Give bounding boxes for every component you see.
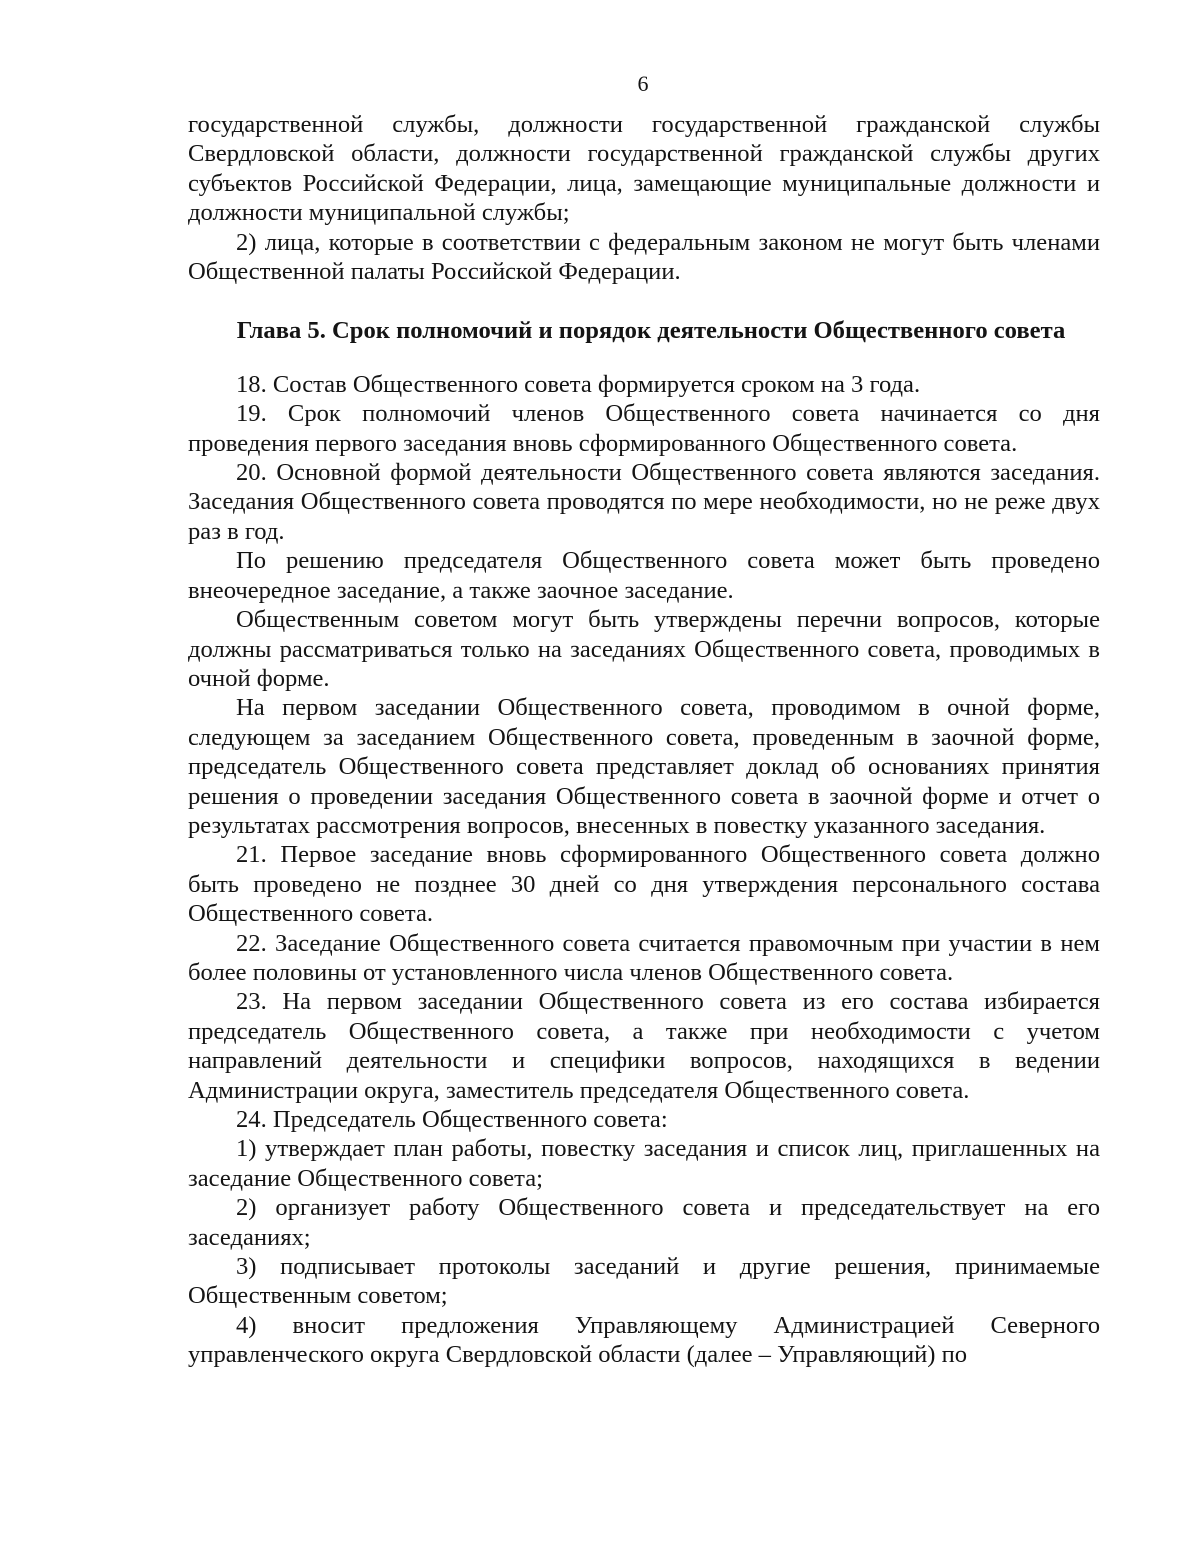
paragraph-19: 19. Срок полномочий членов Общественного совета начинается со дня проведения первого заседания вновь сформированного Общественного совета. xyxy=(188,400,1100,457)
page-number: 6 xyxy=(637,71,649,96)
paragraph-22: 22. Заседание Общественного совета считается правомочным при участии в нем более половины от установленного числа членов Общественного совета. xyxy=(188,929,1100,986)
paragraph-24-item-3: 3) подписывает протоколы заседаний и другие решения, принимаемые Общественным советом; xyxy=(188,1253,1100,1310)
lead-paragraph: государственной службы, должности государственной гражданской службы Свердловской области, должности государственной гражданской службы других субъектов Российской Федерации, лица, замещающие муниципальные должности и должности муниципальной службы; xyxy=(188,111,1100,227)
paragraph-23: 23. На первом заседании Общественного совета из его состава избирается председатель Общественного совета, а также при необходимости с учетом направлений деятельности и специфики вопросов, находящихся в ведении Администрации округа, заместитель председателя Общественного совета. xyxy=(188,988,1100,1104)
paragraph-24-item-4: 4) вносит предложения Управляющему Администрацией Северного управленческого округа Свердловской области (далее – Управляющий) по xyxy=(188,1311,1100,1369)
list-item-2-ineligible: 2) лица, которые в соответствии с федеральным законом не могут быть членами Общественной палаты Российской Федерации. xyxy=(188,228,1100,286)
paragraph-24-item-2: 2) организует работу Общественного совета и председательствует на его заседаниях; xyxy=(188,1194,1100,1251)
paragraph-18: 18. Состав Общественного совета формируется сроком на 3 года. xyxy=(236,370,921,398)
paragraph-20: 20. Основной формой деятельности Общественного совета являются заседания. Заседания Общественного совета проводятся по мере необходимости, но не реже двух раз в год. xyxy=(188,459,1100,545)
paragraph-21: 21. Первое заседание вновь сформированного Общественного совета должно быть проведено не позднее 30 дней со дня утверждения персонального состава Общественного совета. xyxy=(188,841,1100,928)
paragraph-20-report: На первом заседании Общественного совета, проводимом в очной форме, следующем за заседанием Общественного совета, проведенным в заочной форме, председатель Общественного совета представляет доклад об основаниях принятия решения о проведении заседания Общественного совета в заочной форме и отчет о результатах рассмотрения вопросов, внесенных в повестку указанного заседания. xyxy=(188,694,1100,839)
paragraph-20-question-lists: Общественным советом могут быть утверждены перечни вопросов, которые должны рассматриваться только на заседаниях Общественного совета, проводимых в очной форме. xyxy=(188,606,1100,692)
paragraph-24: 24. Председатель Общественного совета: xyxy=(236,1106,668,1133)
chapter-heading: Глава 5. Срок полномочий и порядок деятельности Общественного совета xyxy=(236,317,1066,345)
paragraph-24-item-1: 1) утверждает план работы, повестку заседания и список лиц, приглашенных на заседание Общественного совета; xyxy=(188,1135,1100,1192)
paragraph-20-extraordinary: По решению председателя Общественного совета может быть проведено внеочередное заседание, а также заочное заседание. xyxy=(188,547,1100,604)
document-body xyxy=(188,110,1100,1370)
